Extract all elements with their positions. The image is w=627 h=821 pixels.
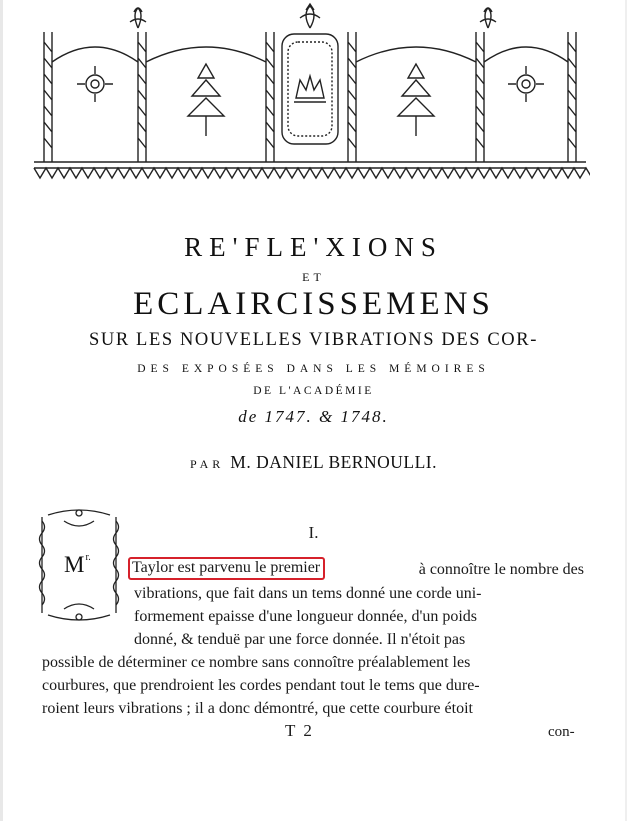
arch-3 <box>356 47 476 62</box>
title-line-dates: de 1747. & 1748. <box>238 407 389 426</box>
arch-2 <box>146 47 266 62</box>
column-4 <box>348 32 356 162</box>
body-line-1-rest: à connoître le nombre des <box>418 561 584 578</box>
column-2 <box>138 32 146 162</box>
title-line-academie: DE L'ACADÉMIE <box>253 385 374 397</box>
arch-1 <box>52 47 138 62</box>
dropcap-m: M <box>64 552 85 577</box>
column-5 <box>476 32 484 162</box>
arch-4 <box>484 47 568 62</box>
body-line-5: possible de déterminer ce nombre sans connoître préalablement les <box>42 654 471 671</box>
byline-par: PAR <box>190 457 225 471</box>
title-line-reflexions: RE'FLE'XIONS <box>184 232 443 262</box>
title-line-exposees: DES EXPOSÉES DANS LES MÉMOIRES <box>137 363 490 375</box>
dropcap-letter <box>64 552 91 578</box>
highlighted-phrase: Taylor est parvenu le premier <box>128 557 325 580</box>
dropcap-sup: r. <box>85 552 91 563</box>
rosette-right <box>508 66 544 102</box>
column-6 <box>568 32 576 162</box>
body-line-1 <box>134 561 584 584</box>
byline-author: M. DANIEL BERNOULLI. <box>230 452 437 472</box>
crown-frame-inner <box>288 42 332 136</box>
body-line-3: formement epaisse d'une longueur donnée, d'un poids <box>134 608 478 625</box>
finial-right <box>480 8 496 28</box>
finial-left <box>130 8 146 28</box>
title-line-eclaircissemens: ECLAIRCISSEMENS <box>133 286 494 322</box>
title-line-et: ET <box>302 270 325 284</box>
title-line-sur-les-nouvelles: SUR LES NOUVELLES VIBRATIONS DES COR- <box>89 330 538 350</box>
column-3 <box>266 32 274 162</box>
body-line-2: vibrations, que fait dans un tems donné une corde uni- <box>134 585 482 602</box>
catchword: con- <box>548 724 575 740</box>
fleur-tree-right <box>398 64 434 136</box>
signature-mark: T 2 <box>285 721 314 740</box>
finial-center <box>300 4 320 28</box>
fringe-zigzag <box>34 168 590 178</box>
crown-icon <box>294 76 326 102</box>
byline <box>0 452 627 473</box>
body-line-6: courbures, que prendroient les cordes pendant tout le tems que dure- <box>42 677 480 694</box>
section-number: I. <box>308 523 319 542</box>
crown-frame <box>282 34 338 144</box>
header-ornament <box>30 2 590 188</box>
column-1 <box>44 32 52 162</box>
body-line-4: donné, & tenduë par une force donnée. Il n'étoit pas <box>134 631 466 648</box>
body-line-7: roient leurs vibrations ; il a donc démontré, que cette courbure étoit <box>42 700 473 717</box>
rosette-left <box>77 66 113 102</box>
fleur-tree-left <box>188 64 224 136</box>
